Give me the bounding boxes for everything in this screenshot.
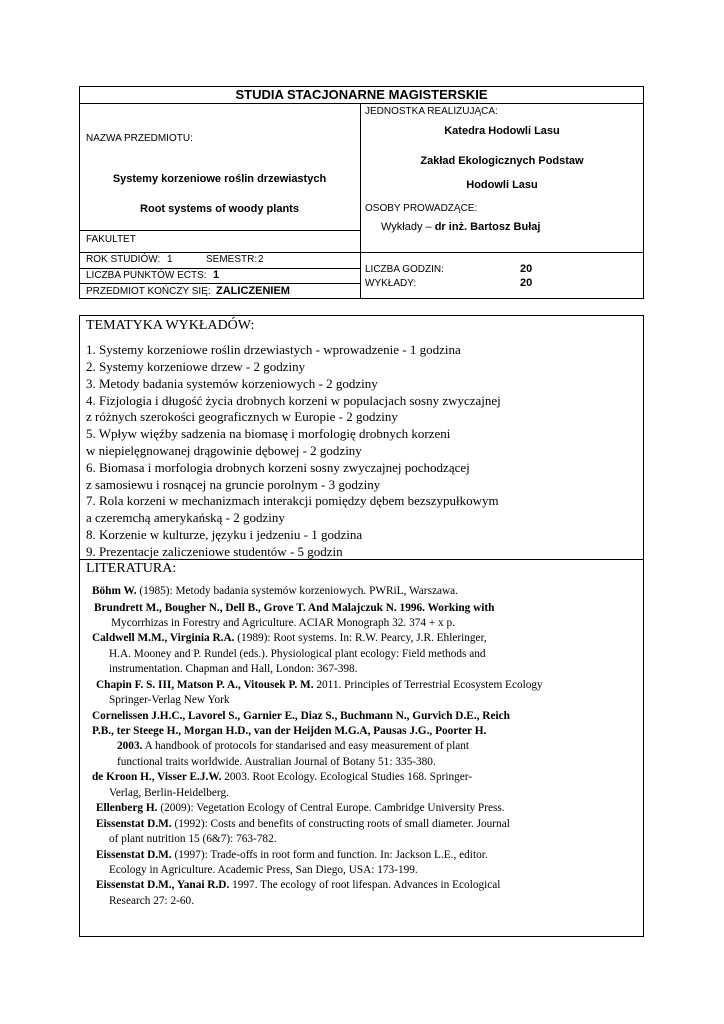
reference-item (117, 739, 469, 754)
reference-authors: de Kroon H., Visser E.J.W. (92, 771, 222, 783)
reference-text: instrumentation. Chapman and Hall, London: 367-398. (109, 663, 358, 675)
reference-text: Mycorrhizas in Forestry and Agriculture. ACIAR Monograph 32. 374 + x p. (111, 617, 455, 629)
hours-value: 20 (520, 263, 533, 275)
reference-authors: Caldwell M.M., Virginia R.A. (92, 632, 235, 644)
reference-text: 1997. The ecology of root lifespan. Advances in Ecological (229, 879, 501, 891)
topic-line: 3. Metody badania systemów korzeniowych - 2 godziny (86, 376, 378, 391)
literature-heading: LITERATURA: (86, 561, 177, 576)
lectures-value: 20 (520, 277, 533, 289)
year-value: 1 (167, 254, 173, 265)
reference-text: H.A. Mooney and P. Rundel (eds.). Physiological plant ecology: Field methods and (109, 648, 486, 660)
topics-heading: TEMATYKA WYKŁADÓW: (86, 318, 255, 333)
topic-line: 8. Korzenie w kulturze, języku i jedzeniu - 1 godzina (86, 527, 363, 542)
semester-value: 2 (258, 254, 264, 265)
completion-value: ZALICZENIEM (216, 285, 290, 297)
reference-authors: Eissenstat D.M. (96, 818, 172, 830)
year-label: ROK STUDIÓW: (86, 254, 161, 265)
topic-line: 6. Biomasa i morfologia drobnych korzeni sosny zwyczajnej pochodzącej (86, 460, 470, 475)
reference-authors: Brundrett M., Bougher N., Dell B., Grove T. And Malajczuk N. 1996. Working with (94, 602, 495, 614)
course-name-pl: Systemy korzeniowe roślin drzewiastych (112, 173, 327, 185)
reference-text: Ecology in Agriculture. Academic Press, San Diego, USA: 173-199. (109, 864, 418, 876)
topic-line: a czeremchą amerykańską - 2 godziny (86, 510, 285, 525)
reference-year: 2003. (117, 740, 143, 752)
reference-item (96, 817, 510, 832)
unit-line-1: Katedra Hodowli Lasu (444, 125, 560, 137)
reference-text: 2003. Root Ecology. Ecological Studies 168. Springer- (221, 771, 473, 783)
reference-item (92, 631, 487, 646)
unit-line-3: Hodowli Lasu (466, 179, 538, 191)
reference-item (92, 770, 472, 785)
reference-item (96, 878, 500, 893)
hours-label: LICZBA GODZIN: (365, 264, 444, 275)
lecturer-line (381, 221, 540, 233)
ects-label: LICZBA PUNKTÓW ECTS: (86, 270, 207, 281)
reference-text: functional traits worldwide. Australian Journal of Botany 51: 335-380. (117, 756, 436, 768)
ects-value: 1 (213, 269, 220, 281)
reference-authors: Ellenberg H. (96, 802, 158, 814)
reference-text: (1989): Root systems. In: R.W. Pearcy, J.R. Ehleringer, (234, 632, 487, 644)
topic-line: 1. Systemy korzeniowe roślin drzewiastych - wprowadzenie - 1 godzina (86, 342, 461, 357)
topic-line: 7. Rola korzeni w mechanizmach interakcji pomiędzy dębem bezszypułkowym (86, 493, 499, 508)
faculty-label: FAKULTET (86, 234, 136, 245)
topic-line: z różnych szerokości geograficznych w Europie - 2 godziny (86, 409, 398, 424)
lecturer-prefix: Wykłady – (381, 221, 435, 233)
reference-authors: P.B., ter Steege H., Morgan H.D., van der Heijden M.G.A, Pausas J.G., Poorter H. (92, 725, 487, 737)
page-title: STUDIA STACJONARNE MAGISTERSKIE (235, 87, 488, 102)
reference-authors: Böhm W. (92, 585, 137, 597)
course-name-label: NAZWA PRZEDMIOTU: (86, 133, 193, 144)
topic-line: 9. Prezentacje zaliczeniowe studentów - 5 godzin (86, 544, 343, 559)
reference-authors: Chapin F. S. III, Matson P. A., Vitousek P. M. (96, 679, 314, 691)
reference-item (96, 678, 543, 693)
reference-authors: Eissenstat D.M. (96, 849, 172, 861)
reference-item (96, 848, 488, 863)
reference-text: Research 27: 2-60. (109, 895, 195, 907)
reference-text: (1992): Costs and benefits of constructing roots of small diameter. Journal (171, 818, 510, 830)
reference-authors: Eissenstat D.M., Yanai R.D. (96, 879, 230, 891)
completion-label: PRZEDMIOT KOŃCZY SIĘ: (86, 286, 211, 297)
lectures-label: WYKŁADY: (365, 278, 417, 289)
reference-text: of plant nutrition 15 (6&7): 763-782. (109, 833, 277, 845)
topic-line: z samosiewu i rosnącej na gruncie porolnym - 3 godziny (86, 477, 381, 492)
reference-item (92, 584, 458, 599)
reference-text: (1985): Metody badania systemów korzeniowych. PWRiL, Warszawa. (136, 585, 458, 597)
unit-line-2: Zakład Ekologicznych Podstaw (420, 155, 584, 167)
reference-text: Springer-Verlag New York (109, 694, 230, 706)
topic-line: w niepielęgnowanej drągowinie dębowej - 2 godziny (86, 443, 362, 458)
lecturer-name: dr inż. Bartosz Bułaj (434, 221, 541, 233)
reference-item (96, 801, 505, 816)
topic-line: 2. Systemy korzeniowe drzew - 2 godziny (86, 359, 306, 374)
semester-label: SEMESTR: (206, 254, 258, 265)
reference-text: (2009): Vegetation Ecology of Central Europe. Cambridge University Press. (157, 802, 505, 814)
reference-text: A handbook of protocols for standarised and easy measurement of plant (142, 740, 470, 752)
unit-label: JEDNOSTKA REALIZUJĄCA: (365, 106, 498, 117)
topic-line: 4. Fizjologia i długość życia drobnych korzeni w populacjach sosny zwyczajnej (86, 393, 501, 408)
topic-line: 5. Wpływ więźby sadzenia na biomasę i morfologię drobnych korzeni (86, 426, 451, 441)
reference-authors: Cornelissen J.H.C., Lavorel S., Garnier E., Diaz S., Buchmann N., Gurvich D.E., Reich (92, 710, 510, 722)
reference-text: 2011. Principles of Terrestrial Ecosystem Ecology (313, 679, 543, 691)
course-name-en: Root systems of woody plants (140, 203, 299, 215)
reference-text: (1997): Trade-offs in root form and function. In: Jackson L.E., editor. (171, 849, 488, 861)
lecturers-label: OSOBY PROWADZĄCE: (365, 203, 478, 214)
reference-text: Verlag, Berlin-Heidelberg. (109, 787, 229, 799)
